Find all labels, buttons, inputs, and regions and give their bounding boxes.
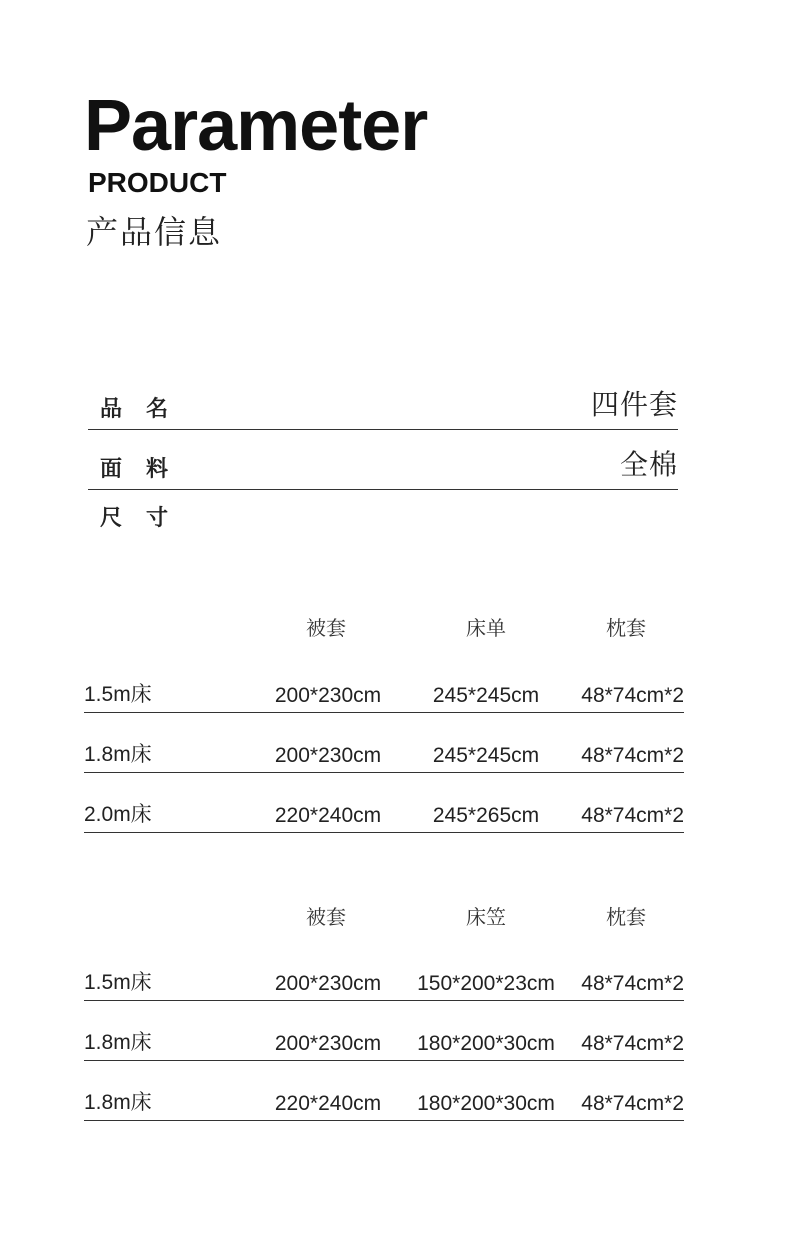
table-header: 枕套 (606, 616, 646, 640)
table-row (84, 712, 684, 773)
table-cell: 48*74cm*2 (581, 684, 684, 707)
table-header: 床笠 (466, 905, 506, 929)
table-cell: 48*74cm*2 (581, 1092, 684, 1115)
table-cell: 200*230cm (274, 684, 382, 707)
table-row (84, 652, 684, 713)
page-title: Parameter (84, 86, 428, 166)
param-value: 全棉 (619, 448, 678, 481)
table-cell: 150*200*23cm (417, 972, 555, 995)
table-cell: 180*200*30cm (417, 1032, 555, 1055)
table-header: 被套 (306, 905, 346, 929)
table-cell: 220*240cm (274, 1092, 382, 1115)
param-row-size (88, 478, 678, 538)
table-cell: 1.5m床 (84, 683, 152, 706)
table-cell: 245*265cm (432, 804, 540, 827)
page-subtitle: PRODUCT (88, 167, 227, 198)
table-cell: 2.0m床 (84, 803, 152, 826)
param-value: 四件套 (590, 388, 678, 421)
table-cell: 1.8m床 (84, 1031, 152, 1054)
table-header: 床单 (466, 616, 506, 640)
table-row (84, 940, 684, 1001)
table-cell: 48*74cm*2 (581, 744, 684, 767)
table-cell: 220*240cm (274, 804, 382, 827)
param-row-name (88, 369, 678, 430)
table-cell: 1.5m床 (84, 971, 152, 994)
table-cell: 245*245cm (432, 744, 540, 767)
table-cell: 1.8m床 (84, 743, 152, 766)
table-cell: 1.8m床 (84, 1091, 152, 1114)
param-label: 面料 (100, 457, 193, 482)
table-header: 枕套 (606, 905, 646, 929)
table-row (84, 772, 684, 833)
param-label: 尺寸 (100, 506, 193, 531)
table-cell: 180*200*30cm (417, 1092, 555, 1115)
param-label: 品名 (100, 397, 193, 422)
table-header: 被套 (306, 616, 346, 640)
table-cell: 48*74cm*2 (581, 972, 684, 995)
table-cell: 245*245cm (432, 684, 540, 707)
table-row (84, 1060, 684, 1121)
table-row (84, 1000, 684, 1061)
table-cell: 48*74cm*2 (581, 804, 684, 827)
table-cell: 200*230cm (274, 972, 382, 995)
page-cn-title: 产品信息 (86, 213, 223, 251)
table-cell: 200*230cm (274, 744, 382, 767)
table-cell: 48*74cm*2 (581, 1032, 684, 1055)
table-cell: 200*230cm (274, 1032, 382, 1055)
